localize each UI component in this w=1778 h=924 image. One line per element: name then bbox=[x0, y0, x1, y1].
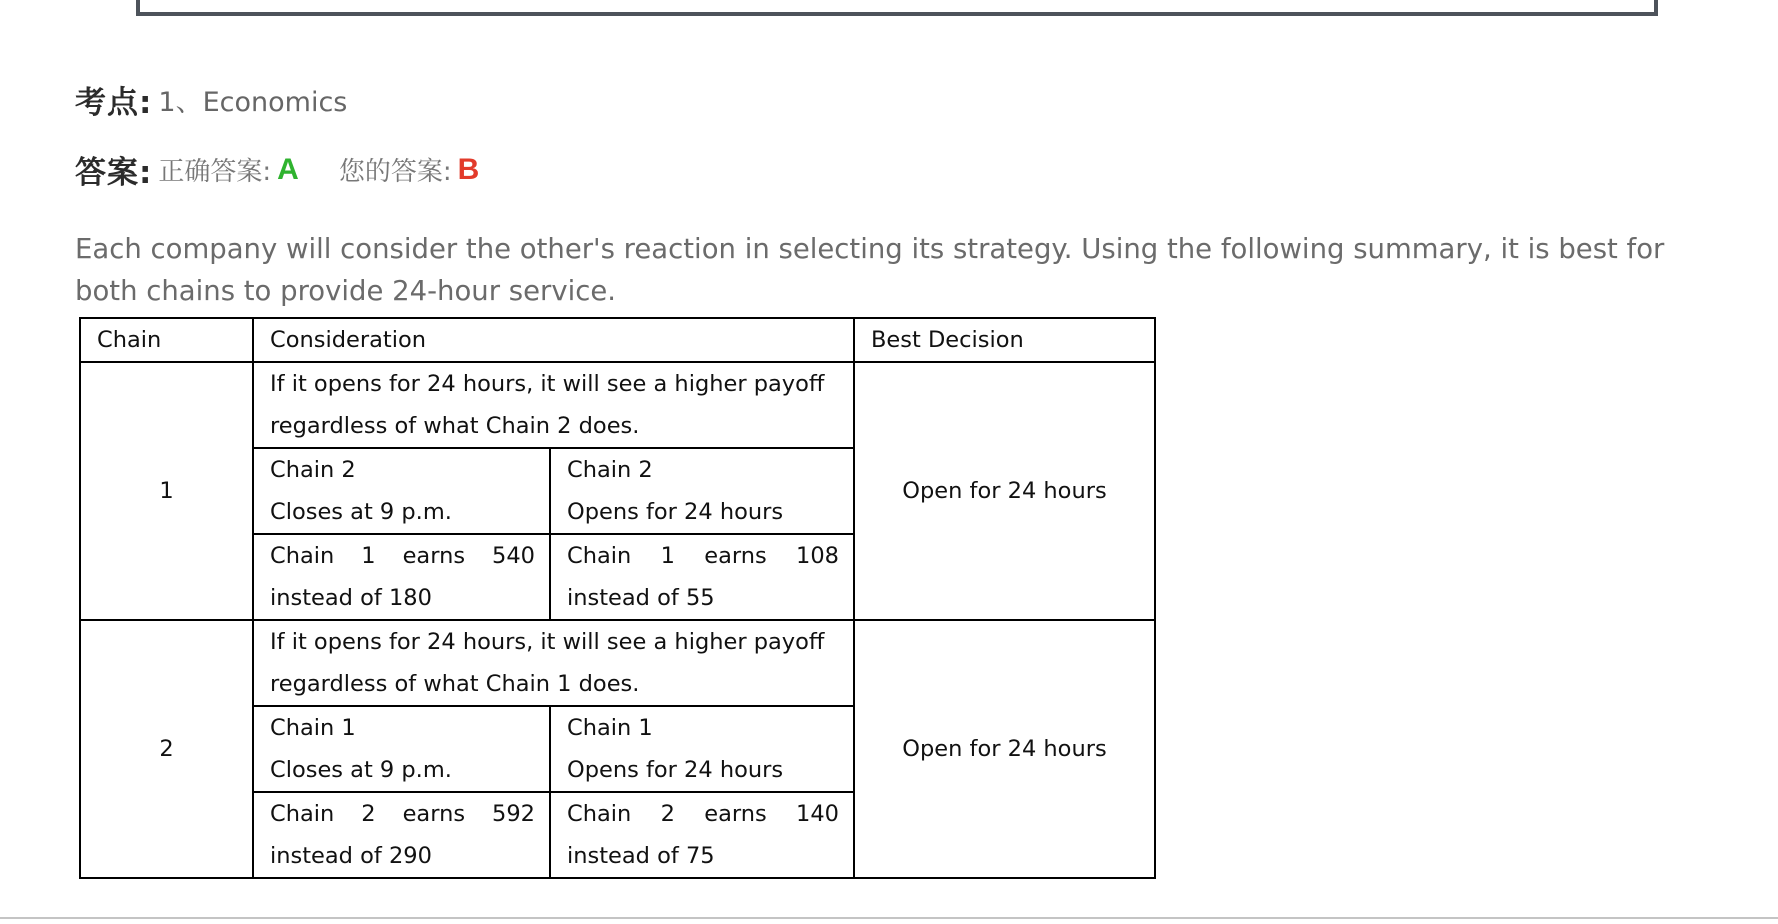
case-line: Chain 1 bbox=[270, 715, 356, 741]
your-answer-label: 您的答案: bbox=[338, 157, 452, 187]
payoff-line: Chain 1 earns 540 bbox=[270, 543, 535, 569]
table-row bbox=[80, 620, 1155, 706]
consideration-summary-cell bbox=[253, 362, 854, 448]
section-divider bbox=[0, 917, 1778, 919]
your-answer-value: B bbox=[457, 152, 480, 186]
summary-line: regardless of what Chain 2 does. bbox=[270, 413, 640, 439]
chain-cell: 1 bbox=[80, 362, 253, 620]
payoff-line: instead of 75 bbox=[567, 843, 715, 869]
chain-cell: 2 bbox=[80, 620, 253, 878]
summary-line: regardless of what Chain 1 does. bbox=[270, 671, 640, 697]
strategy-summary-table bbox=[79, 317, 1156, 879]
answer-label: 答案: bbox=[75, 155, 153, 191]
table-row bbox=[80, 362, 1155, 448]
payoff-line: Chain 2 earns 592 bbox=[270, 801, 535, 827]
knowledge-point-row bbox=[75, 77, 347, 122]
best-decision-cell: Open for 24 hours bbox=[854, 620, 1155, 878]
case-line: Opens for 24 hours bbox=[567, 757, 784, 783]
payoff-cell bbox=[550, 534, 854, 620]
case-line: Opens for 24 hours bbox=[567, 499, 784, 525]
case-line: Chain 2 bbox=[270, 457, 356, 483]
case-line: Closes at 9 p.m. bbox=[270, 499, 452, 525]
case-cell bbox=[550, 706, 854, 792]
answer-row bbox=[75, 147, 479, 192]
summary-line: If it opens for 24 hours, it will see a higher payoff bbox=[270, 371, 825, 397]
consideration-summary-cell bbox=[253, 620, 854, 706]
best-decision-cell: Open for 24 hours bbox=[854, 362, 1155, 620]
summary-line: If it opens for 24 hours, it will see a higher payoff bbox=[270, 629, 825, 655]
explanation-text: Each company will consider the other's reaction in selecting its strategy. Using the following summary, it is best for both chains to provide 24-hour service. bbox=[75, 233, 1665, 307]
case-line: Chain 2 bbox=[567, 457, 653, 483]
correct-answer-label: 正确答案: bbox=[158, 157, 272, 187]
case-cell bbox=[253, 448, 550, 534]
question-frame-bottom-edge bbox=[136, 0, 1658, 16]
header-consideration: Consideration bbox=[253, 318, 854, 362]
payoff-cell bbox=[550, 792, 854, 878]
case-cell bbox=[550, 448, 854, 534]
payoff-line: instead of 180 bbox=[270, 585, 432, 611]
header-chain: Chain bbox=[80, 318, 253, 362]
payoff-line: instead of 290 bbox=[270, 843, 432, 869]
knowledge-point-label: 考点: bbox=[75, 85, 153, 121]
knowledge-point-value: 1、Economics bbox=[158, 87, 348, 118]
correct-answer-value: A bbox=[277, 152, 299, 186]
header-best-decision: Best Decision bbox=[854, 318, 1155, 362]
payoff-cell bbox=[253, 792, 550, 878]
payoff-line: instead of 55 bbox=[567, 585, 715, 611]
table-header-row bbox=[80, 318, 1155, 362]
case-line: Closes at 9 p.m. bbox=[270, 757, 452, 783]
payoff-cell bbox=[253, 534, 550, 620]
case-cell bbox=[253, 706, 550, 792]
case-line: Chain 1 bbox=[567, 715, 653, 741]
payoff-line: Chain 2 earns 140 bbox=[567, 801, 839, 827]
payoff-line: Chain 1 earns 108 bbox=[567, 543, 839, 569]
